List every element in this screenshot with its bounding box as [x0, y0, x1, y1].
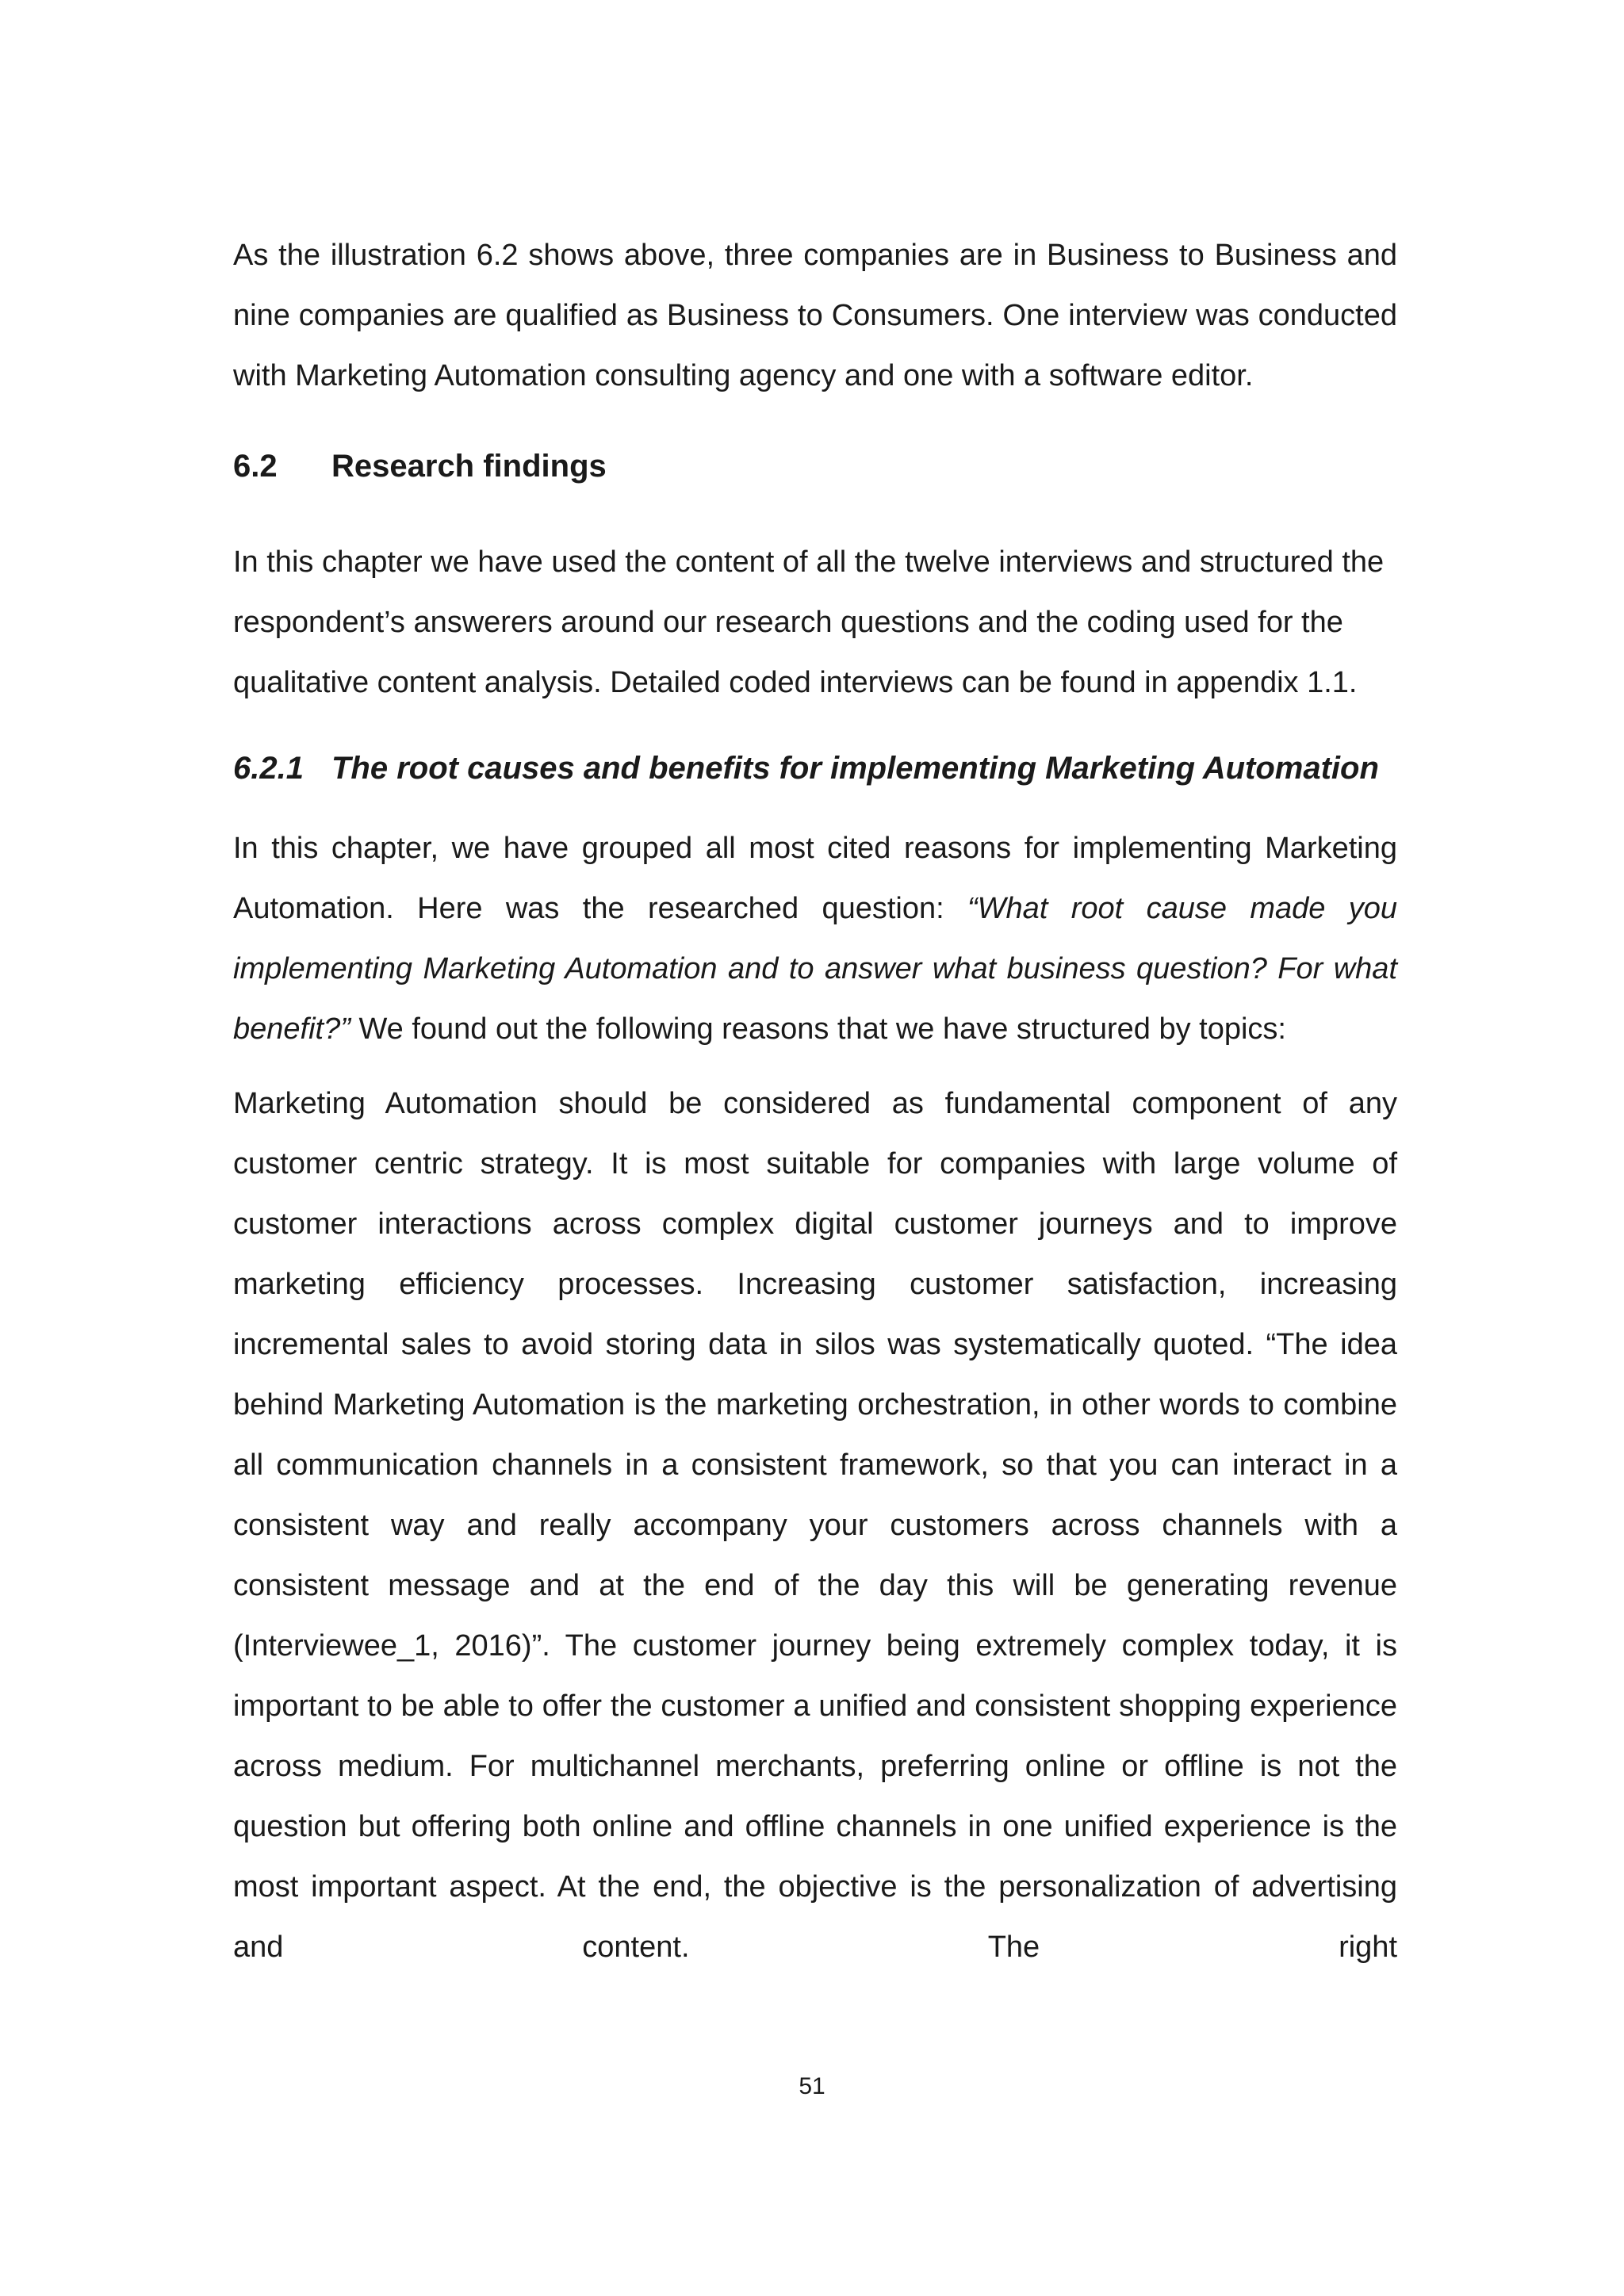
section-number: 6.2 [233, 449, 278, 484]
page-content [233, 225, 1397, 1977]
section-heading [233, 436, 1397, 496]
question-paragraph [233, 818, 1397, 1059]
subsection-number: 6.2.1 [233, 751, 304, 786]
subsection-heading [233, 738, 1397, 798]
page-number: 51 [799, 2073, 825, 2099]
body-paragraph: Marketing Automation should be considered as fundamental component of any customer centric strategy. It is most suitable for companies with large volume of customer interactions across complex digital customer journeys and to improve marketing efficiency processes. Increasing customer satisfaction, increasing incremental sales to avoid storing data in silos was systematically quoted. “The idea behind Marketing Automation is the marketing orchestration, in other words to combine all communication channels in a consistent framework, so that you can interact in a consistent way and really accompany your customers across channels with a consistent message and at the end of the day this will be generating revenue (Interviewee_1, 2016)”. The customer journey being extremely complex today, it is important to be able to offer the customer a unified and consistent shopping experience across medium. For multichannel merchants, preferring online or offline is not the question but offering both online and offline channels in one unified experience is the most important aspect. At the end, the objective is the personalization of advertising and content. The right [233, 1087, 1397, 1964]
research-question: “What root cause made you implementing Marketing Automation and to answer what business question? For what benefit?” [233, 892, 1398, 1046]
question-lead: In this chapter, we have grouped all most cited reasons for implementing Marketing Automation. Here was the researched question: [233, 832, 1397, 925]
subsection-title: The root causes and benefits for implementing Marketing Automation [331, 751, 1379, 786]
intro-paragraph: As the illustration 6.2 shows above, three companies are in Business to Business and nine companies are qualified as Business to Consumers. One interview was conducted with Marketing Automation consulting agency and one with a software editor. [233, 239, 1397, 392]
question-tail: We found out the following reasons that we have structured by topics: [350, 1012, 1286, 1046]
section-title: Research findings [331, 449, 607, 484]
section-paragraph: In this chapter we have used the content of all the twelve interviews and structured the respondent’s answerers around our research questions and the coding used for the qualitative content analysis. Detailed coded interviews can be found in appendix 1.1. [233, 545, 1385, 699]
